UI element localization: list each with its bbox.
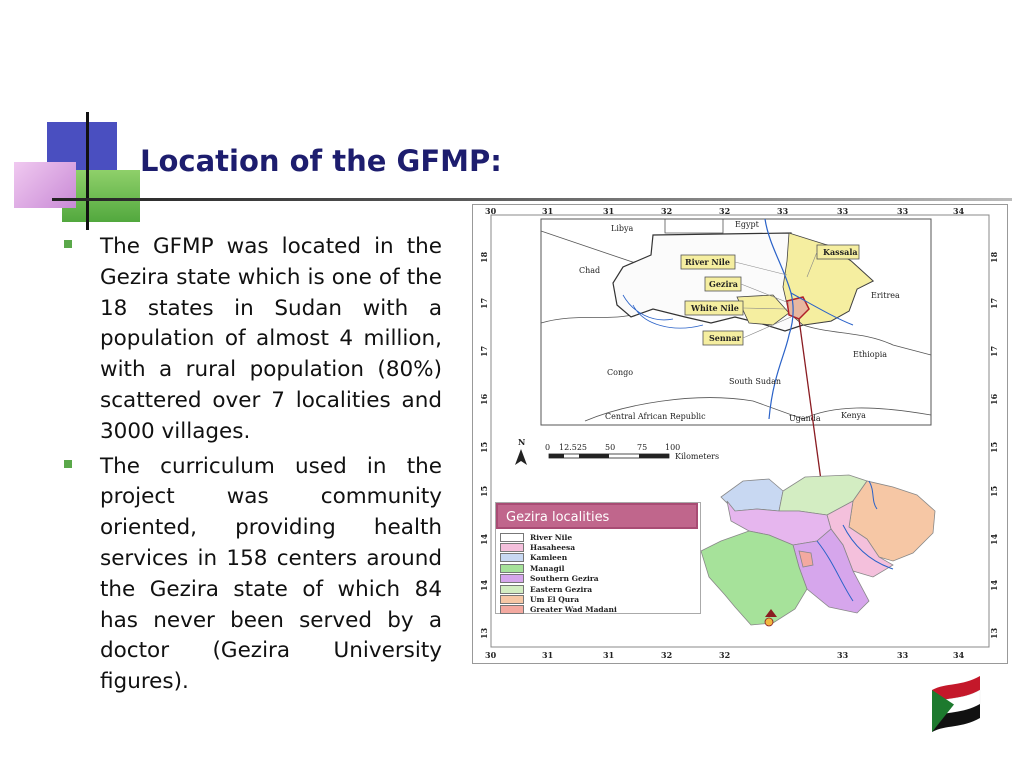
scale-number: 12.525	[559, 443, 587, 452]
sudan-flag-icon	[932, 676, 982, 742]
legend-item	[500, 542, 617, 552]
decor-vertical-line	[86, 112, 89, 230]
svg-text:Sennar: Sennar	[709, 333, 741, 343]
svg-text:White Nile: White Nile	[691, 303, 739, 313]
top-tick: 30	[485, 206, 497, 216]
bottom-tick: 31	[542, 650, 554, 660]
bottom-tick: 30	[485, 650, 497, 660]
left-tick: 14	[479, 533, 489, 545]
legend-label: River Nile	[530, 532, 573, 542]
title-underline	[52, 198, 1012, 201]
left-tick: 17	[479, 345, 489, 357]
legend-swatch	[500, 595, 524, 604]
legend-label: Managil	[530, 563, 565, 573]
top-tick: 32	[719, 206, 731, 216]
north-label: N	[518, 437, 526, 447]
country-label: Eritrea	[871, 291, 900, 300]
north-arrow-icon	[515, 449, 527, 465]
legend-item	[500, 594, 617, 604]
right-tick: 16	[989, 393, 999, 405]
scale-unit: Kilometers	[675, 452, 720, 461]
state-label-gezira	[705, 277, 741, 291]
left-tick: 17	[479, 297, 489, 309]
left-tick: 13	[479, 627, 489, 639]
legend-title: Gezira localities	[496, 503, 698, 529]
bullet-list	[60, 232, 442, 702]
bottom-tick: 32	[719, 650, 731, 660]
country-label: Uganda	[789, 414, 821, 423]
legend-swatch	[500, 564, 524, 573]
left-tick: 18	[479, 251, 489, 263]
right-tick: 13	[989, 627, 999, 639]
slide-title: Location of the GFMP:	[140, 144, 502, 178]
svg-text:Kassala: Kassala	[823, 247, 858, 257]
legend-swatch	[500, 585, 524, 594]
country-label: Chad	[579, 266, 601, 275]
legend-item	[500, 563, 617, 573]
country-label: Kenya	[841, 411, 866, 420]
gezira-localities-map	[701, 475, 935, 625]
country-label: Ethiopia	[853, 350, 888, 359]
bullet-text: The curriculum used in the project was community oriented, providing health services in 158 centers around the Gezira state of which 84 has never been served by a doctor (Gezira University figures).	[100, 453, 442, 695]
scale-number: 100	[665, 443, 681, 452]
country-label: Congo	[607, 368, 634, 377]
legend-swatch	[500, 543, 524, 552]
svg-text:River Nile: River Nile	[685, 257, 730, 267]
bullet-item	[60, 452, 442, 698]
bottom-tick: 33	[897, 650, 909, 660]
map-legend	[495, 502, 701, 614]
bullet-square-icon	[64, 240, 72, 248]
right-tick: 18	[989, 251, 999, 263]
bullet-item	[60, 232, 442, 448]
legend-label: Eastern Gezira	[530, 584, 593, 594]
country-label: Egypt	[735, 220, 759, 229]
state-label-river-nile	[681, 255, 735, 269]
right-tick: 17	[989, 297, 999, 309]
top-tick: 34	[953, 206, 965, 216]
scale-bar	[549, 454, 669, 458]
legend-item	[500, 605, 617, 615]
left-tick: 14	[479, 579, 489, 591]
legend-item	[500, 584, 617, 594]
scale-number: 0	[545, 443, 551, 452]
legend-label: Southern Gezira	[530, 574, 599, 584]
bottom-tick: 33	[837, 650, 849, 660]
marker-circle-icon	[765, 618, 773, 626]
legend-swatch	[500, 574, 524, 583]
right-tick: 15	[989, 485, 999, 497]
legend-label: Um El Qura	[530, 595, 580, 605]
bottom-tick: 32	[661, 650, 673, 660]
country-label: Libya	[611, 224, 634, 233]
legend-label: Greater Wad Madani	[530, 605, 617, 615]
top-tick: 33	[837, 206, 849, 216]
svg-text:Gezira: Gezira	[709, 279, 738, 289]
bullet-square-icon	[64, 460, 72, 468]
country-label: Central African Republic	[605, 412, 706, 421]
bottom-tick: 34	[953, 650, 965, 660]
left-tick: 15	[479, 485, 489, 497]
legend-swatch	[500, 533, 524, 542]
state-label-sennar	[703, 331, 743, 345]
top-tick: 31	[542, 206, 554, 216]
legend-label: Kamleen	[530, 553, 568, 563]
state-label-kassala	[817, 245, 859, 259]
scale-number: 50	[605, 443, 616, 452]
top-tick: 33	[777, 206, 789, 216]
top-tick: 33	[897, 206, 909, 216]
decor-pink-square	[14, 162, 76, 208]
state-label-white-nile	[685, 301, 743, 315]
left-tick: 16	[479, 393, 489, 405]
country-label: South Sudan	[729, 377, 782, 386]
right-tick: 14	[989, 533, 999, 545]
managil-area	[701, 531, 807, 625]
right-tick: 15	[989, 441, 999, 453]
legend-list	[500, 532, 617, 615]
legend-item	[500, 574, 617, 584]
legend-swatch	[500, 605, 524, 614]
scale-number: 75	[637, 443, 648, 452]
top-tick: 31	[603, 206, 615, 216]
legend-item	[500, 553, 617, 563]
bottom-tick: 31	[603, 650, 615, 660]
right-tick: 17	[989, 345, 999, 357]
legend-label: Hasaheesa	[530, 543, 576, 553]
left-tick: 15	[479, 441, 489, 453]
legend-item	[500, 532, 617, 542]
legend-swatch	[500, 553, 524, 562]
bullet-text: The GFMP was located in the Gezira state which is one of the 18 states in Sudan with a population of almost 4 million, with a rural population (80%) scattered over 7 localities and 3000 villages.	[100, 234, 442, 444]
top-tick: 32	[661, 206, 673, 216]
right-tick: 14	[989, 579, 999, 591]
